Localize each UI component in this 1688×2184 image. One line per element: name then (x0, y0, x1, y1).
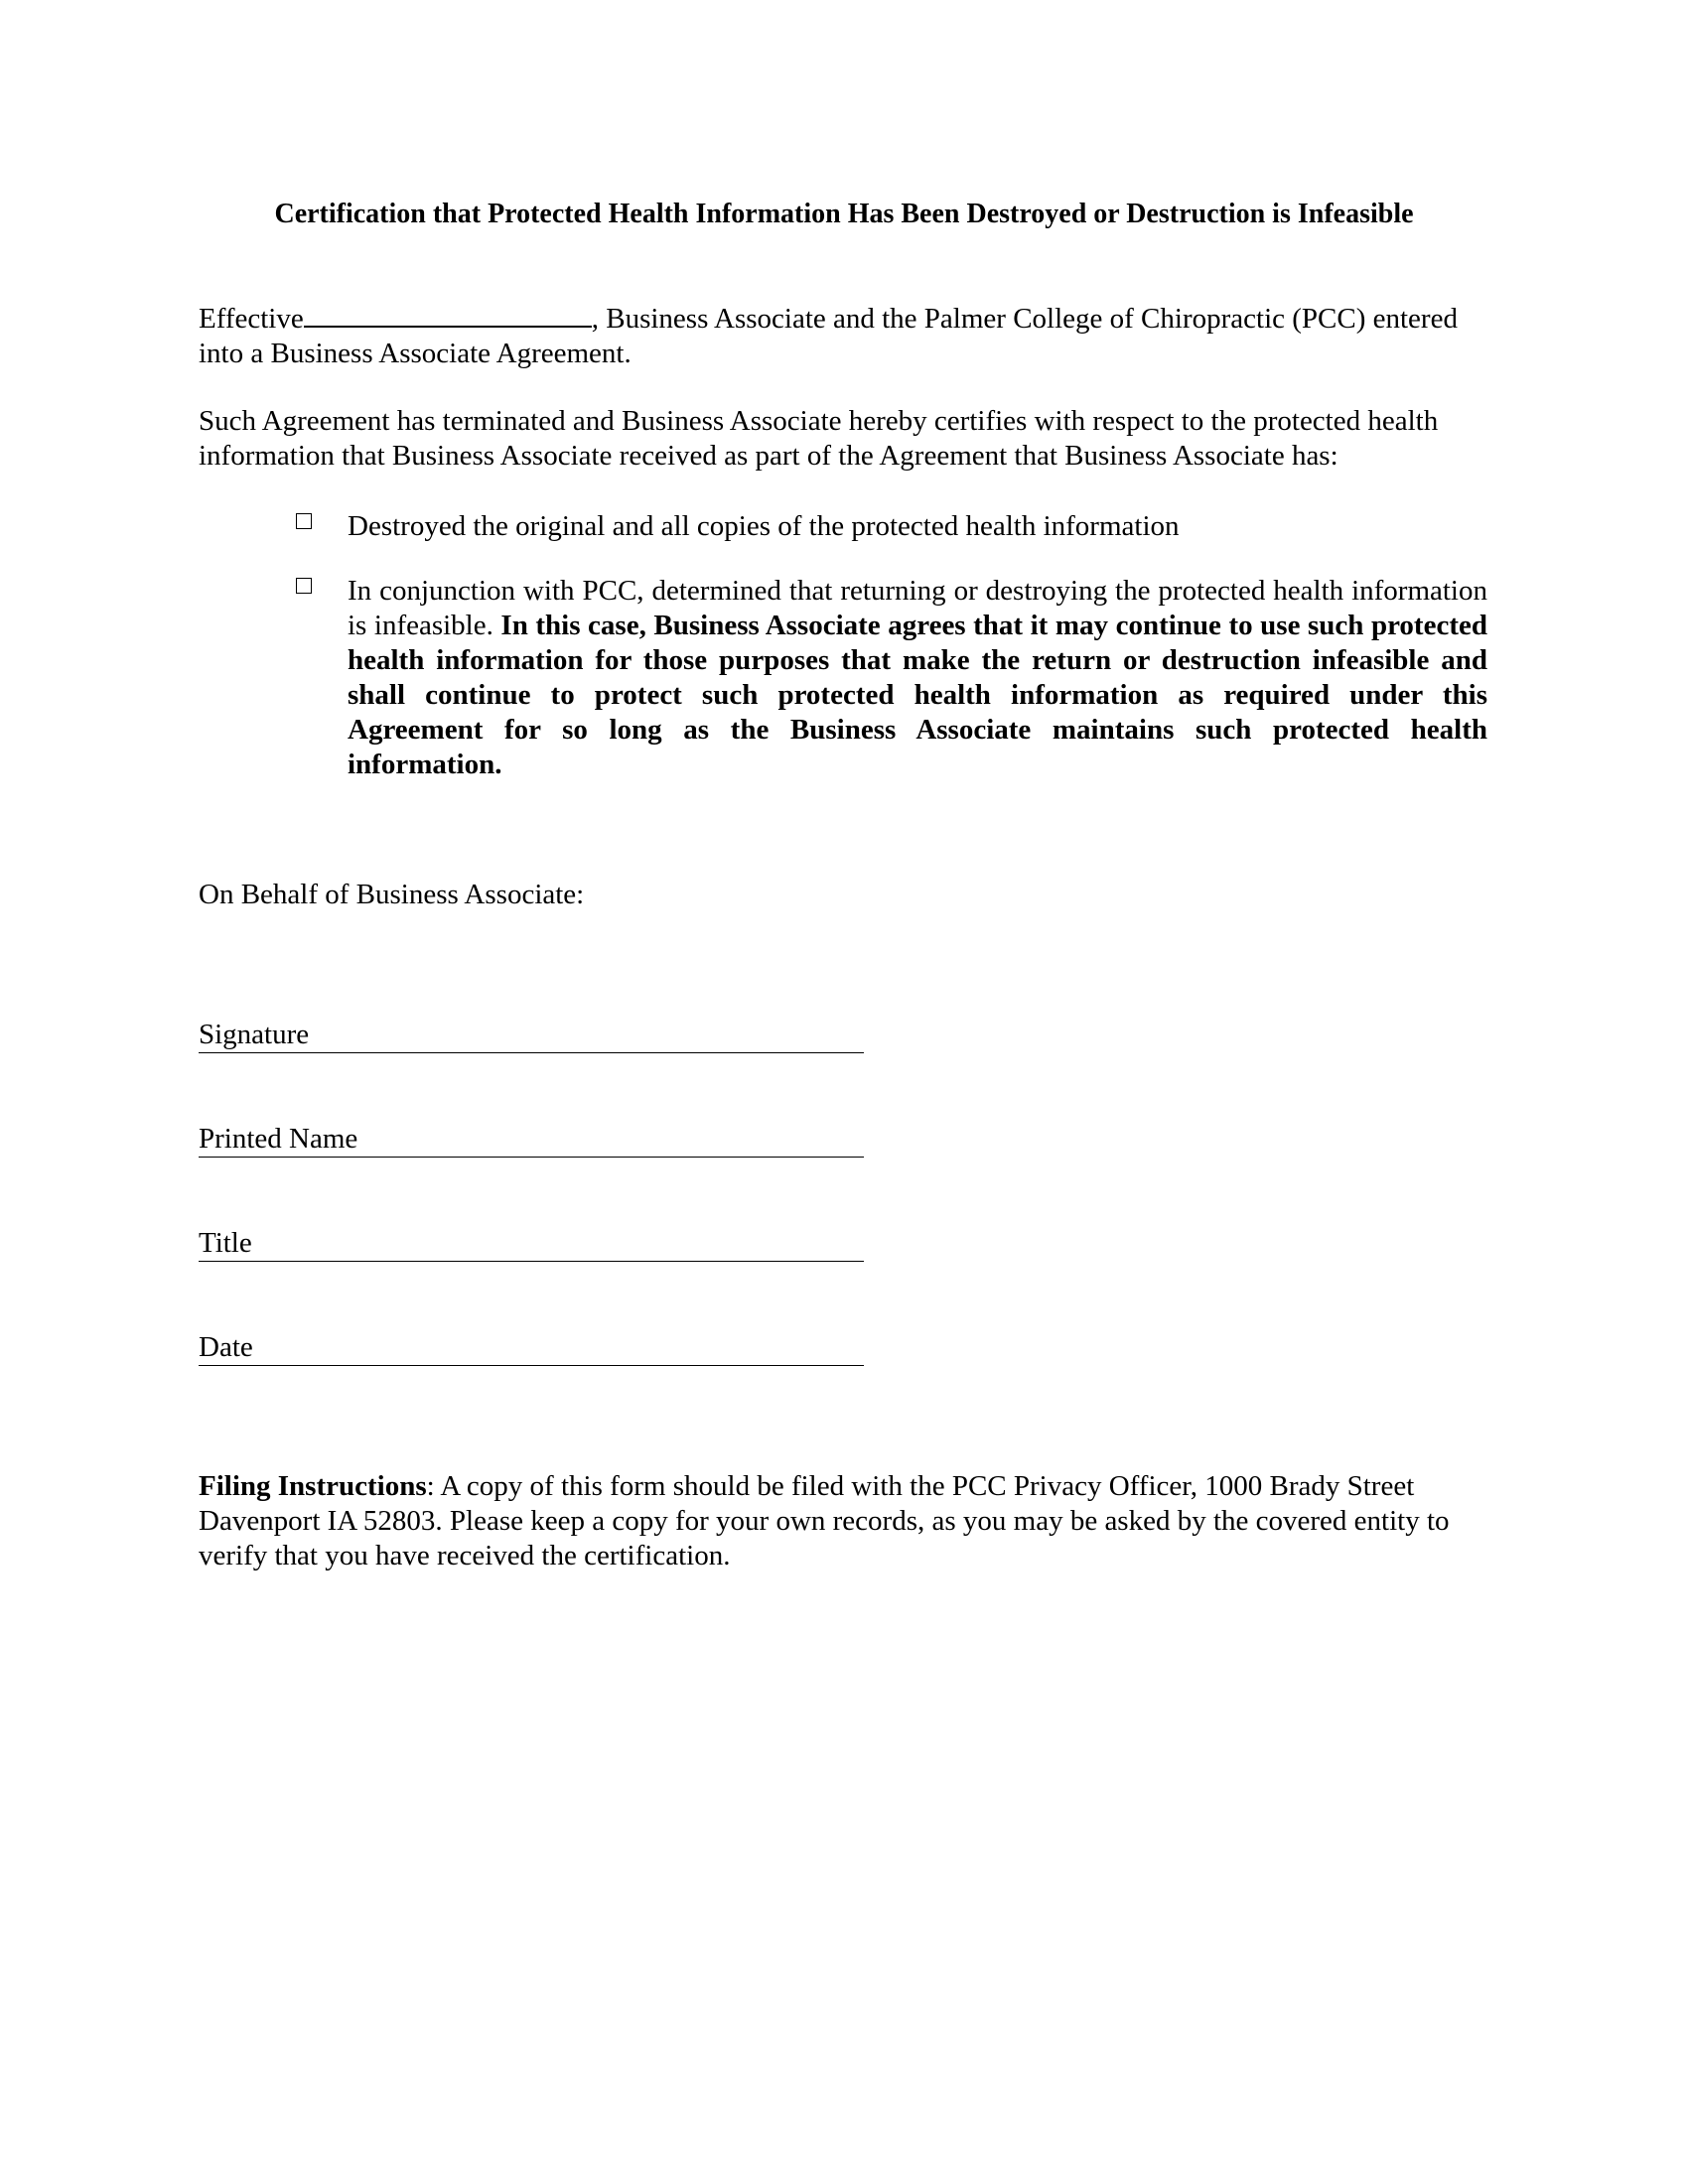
option-infeasible-normal: In conjunction with PCC, determined that returning or destroying the protected health information is infeasible. (348, 575, 1487, 641)
signature-label: Signature (199, 1019, 310, 1050)
filing-text: : A copy of this form should be filed with the PCC Privacy Officer, 1000 Brady Street Davenport IA 52803. Please keep a copy for your own records, as you may be asked by the covered entity to verify that you have received the certification. (199, 1470, 1450, 1571)
option-infeasible-bold: In this case, Business Associate agrees that it may continue to use such protected health information for those purposes that make the return or destruction infeasible and shall continue to protect such protected health information as required under this Agreement for so long as the Business Associate maintains such protected health information. (348, 610, 1487, 780)
effective-date-blank[interactable] (304, 300, 592, 328)
option-infeasible-text (348, 574, 1487, 782)
signature-field[interactable] (199, 1017, 864, 1053)
printed-name-label: Printed Name (199, 1123, 358, 1155)
behalf-label: On Behalf of Business Associate: (199, 879, 585, 910)
certification-paragraph: Such Agreement has terminated and Business Associate hereby certifies with respect to the protected health information that Business Associate received as part of the Agreement that Business Associate has: (199, 405, 1439, 472)
effective-rest: , Business Associate and the Palmer College of Chiropractic (PCC) entered into a Business Associate Agreement. (199, 303, 1458, 369)
printed-name-field[interactable] (199, 1121, 864, 1158)
filing-instructions (199, 1469, 1489, 1573)
effective-label: Effective (199, 303, 304, 335)
date-label: Date (199, 1331, 253, 1363)
destroyed-checkbox[interactable] (296, 513, 312, 529)
title-label: Title (199, 1227, 252, 1259)
date-field[interactable] (199, 1329, 864, 1366)
filing-label: Filing Instructions (199, 1470, 427, 1502)
infeasible-checkbox[interactable] (296, 578, 312, 594)
title-field[interactable] (199, 1225, 864, 1262)
document-title: Certification that Protected Health Information Has Been Destroyed or Destruction is Infeasible (274, 199, 1414, 229)
effective-paragraph (199, 300, 1489, 371)
option-destroyed-text: Destroyed the original and all copies of the protected health information (348, 510, 1180, 542)
